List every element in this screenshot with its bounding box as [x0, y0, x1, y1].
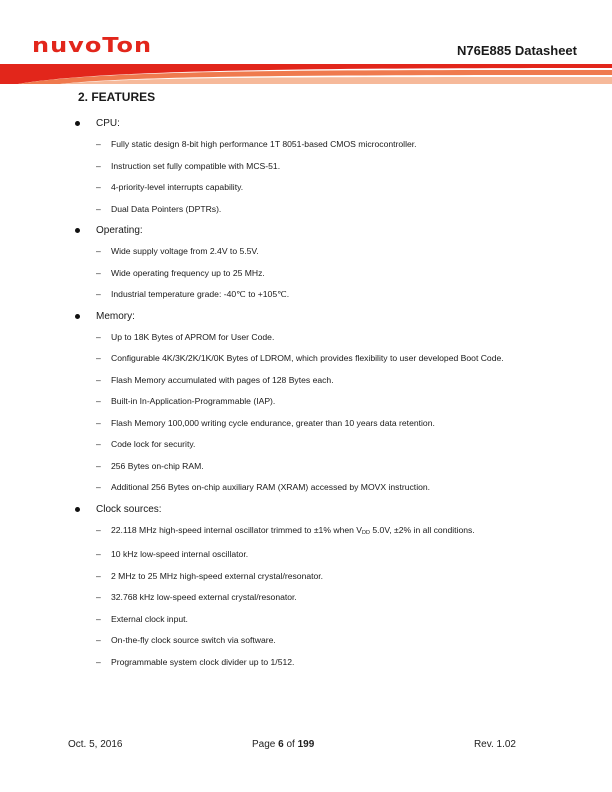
feature-category: [0, 118, 612, 130]
feature-item: [0, 246, 612, 257]
bullet-dot-icon: [75, 228, 80, 233]
feature-item: [0, 614, 612, 625]
feature-item: [0, 375, 612, 386]
feature-item: [0, 525, 612, 539]
feature-group: [0, 311, 612, 493]
dash-bullet-icon: –: [96, 439, 101, 449]
dash-bullet-icon: –: [96, 656, 101, 667]
bullet-dot-icon: [75, 121, 80, 126]
feature-item-text: Fully static design 8-bit high performance 1T 8051-based CMOS microcontroller.: [111, 139, 417, 149]
dash-bullet-icon: –: [96, 182, 101, 192]
feature-item-text: Up to 18K Bytes of APROM for User Code.: [111, 331, 275, 342]
feature-item-text: Flash Memory accumulated with pages of 128 Bytes each.: [111, 374, 334, 385]
feature-category: [0, 504, 612, 516]
total-pages: 199: [297, 739, 315, 750]
page-middle: of: [283, 739, 298, 750]
feature-item: [0, 332, 612, 343]
feature-item-text: 22.118 MHz high-speed internal oscillator trimmed to ±1% when $V_{DD}$ 5.0V, ±2% in all conditions.: [111, 524, 475, 536]
dash-bullet-icon: –: [96, 139, 101, 149]
feature-item: [0, 139, 612, 150]
feature-item: [0, 396, 612, 407]
dash-bullet-icon: –: [96, 353, 101, 363]
dash-bullet-icon: –: [96, 460, 101, 471]
feature-item-text: Industrial temperature grade: -40℃ to +105℃.: [111, 289, 290, 299]
feature-item: [0, 289, 612, 300]
feature-item: [0, 268, 612, 279]
feature-category-label: Memory:: [96, 310, 135, 322]
feature-item-text: Code lock for security.: [111, 439, 196, 449]
feature-item: [0, 439, 612, 450]
feature-category-label: Clock sources:: [96, 503, 162, 515]
dash-bullet-icon: –: [96, 613, 101, 624]
dash-bullet-icon: –: [96, 549, 101, 559]
feature-item: [0, 592, 612, 603]
feature-item-text: External clock input.: [111, 613, 188, 624]
bullet-dot-icon: [75, 314, 80, 319]
dash-bullet-icon: –: [96, 267, 101, 278]
dash-bullet-icon: –: [96, 524, 101, 535]
feature-group: [0, 504, 612, 668]
page-prefix: Page: [252, 739, 279, 750]
nuvoton-logo: nuvoTon: [32, 33, 153, 58]
feature-item: [0, 549, 612, 560]
dash-bullet-icon: –: [96, 160, 101, 171]
feature-item-text: On-the-fly clock source switch via software.: [111, 635, 276, 645]
feature-item-text: Wide supply voltage from 2.4V to 5.5V.: [111, 246, 259, 256]
feature-item: [0, 482, 612, 493]
document-title: N76E885 Datasheet: [457, 43, 577, 58]
dash-bullet-icon: –: [96, 374, 101, 385]
footer-date: Oct. 5, 2016: [68, 739, 123, 750]
feature-item-text: 256 Bytes on-chip RAM.: [111, 460, 204, 471]
section-title: 2. FEATURES: [78, 90, 156, 104]
feature-item-text: Dual Data Pointers (DPTRs).: [111, 203, 222, 214]
feature-item-text: 32.768 kHz low-speed external crystal/resonator.: [111, 592, 297, 602]
feature-item-text: Built-in In-Application-Programmable (IAP).: [111, 396, 276, 406]
feature-category: [0, 311, 612, 323]
footer-revision: Rev. 1.02: [473, 739, 516, 750]
feature-item-text: Additional 256 Bytes on-chip auxiliary RAM (XRAM) accessed by MOVX instruction.: [111, 482, 431, 492]
feature-category: [0, 225, 612, 237]
feature-item-text: Instruction set fully compatible with MCS-51.: [111, 160, 281, 171]
feature-item-text: 10 kHz low-speed internal oscillator.: [111, 549, 249, 559]
feature-item-text: Flash Memory 100,000 writing cycle endurance, greater than 10 years data retention.: [111, 417, 435, 428]
feature-item: [0, 461, 612, 472]
dash-bullet-icon: –: [96, 246, 101, 256]
feature-item: [0, 353, 612, 364]
header-swoosh-band: [0, 64, 612, 86]
feature-item-text: Programmable system clock divider up to 1/512.: [111, 656, 295, 667]
feature-item: [0, 182, 612, 193]
bullet-dot-icon: [75, 507, 80, 512]
feature-group: [0, 118, 612, 214]
feature-item: [0, 418, 612, 429]
dash-bullet-icon: –: [96, 570, 101, 581]
feature-item-text: Configurable 4K/3K/2K/1K/0K Bytes of LDROM, which provides flexibility to user developed Boot Code.: [111, 353, 504, 363]
vdd-subscript: DD: [362, 529, 370, 536]
footer-page-number: [252, 739, 314, 750]
dash-bullet-icon: –: [96, 635, 101, 645]
feature-item: [0, 204, 612, 215]
feature-item-text: 2 MHz to 25 MHz high-speed external crystal/resonator.: [111, 570, 324, 581]
current-page: 6: [278, 739, 284, 750]
dash-bullet-icon: –: [96, 331, 101, 342]
dash-bullet-icon: –: [96, 203, 101, 214]
feature-item: [0, 571, 612, 582]
feature-item-text: Wide operating frequency up to 25 MHz.: [111, 267, 265, 278]
features-list: [0, 118, 612, 678]
feature-category-label: Operating:: [96, 225, 143, 236]
dash-bullet-icon: –: [96, 592, 101, 602]
feature-item: [0, 657, 612, 668]
feature-item-text: 4-priority-level interrupts capability.: [111, 182, 244, 192]
feature-category-label: CPU:: [96, 118, 120, 129]
feature-item: [0, 161, 612, 172]
feature-group: [0, 225, 612, 300]
dash-bullet-icon: –: [96, 289, 101, 299]
dash-bullet-icon: –: [96, 396, 101, 406]
dash-bullet-icon: –: [96, 417, 101, 428]
dash-bullet-icon: –: [96, 482, 101, 492]
feature-item: [0, 635, 612, 646]
